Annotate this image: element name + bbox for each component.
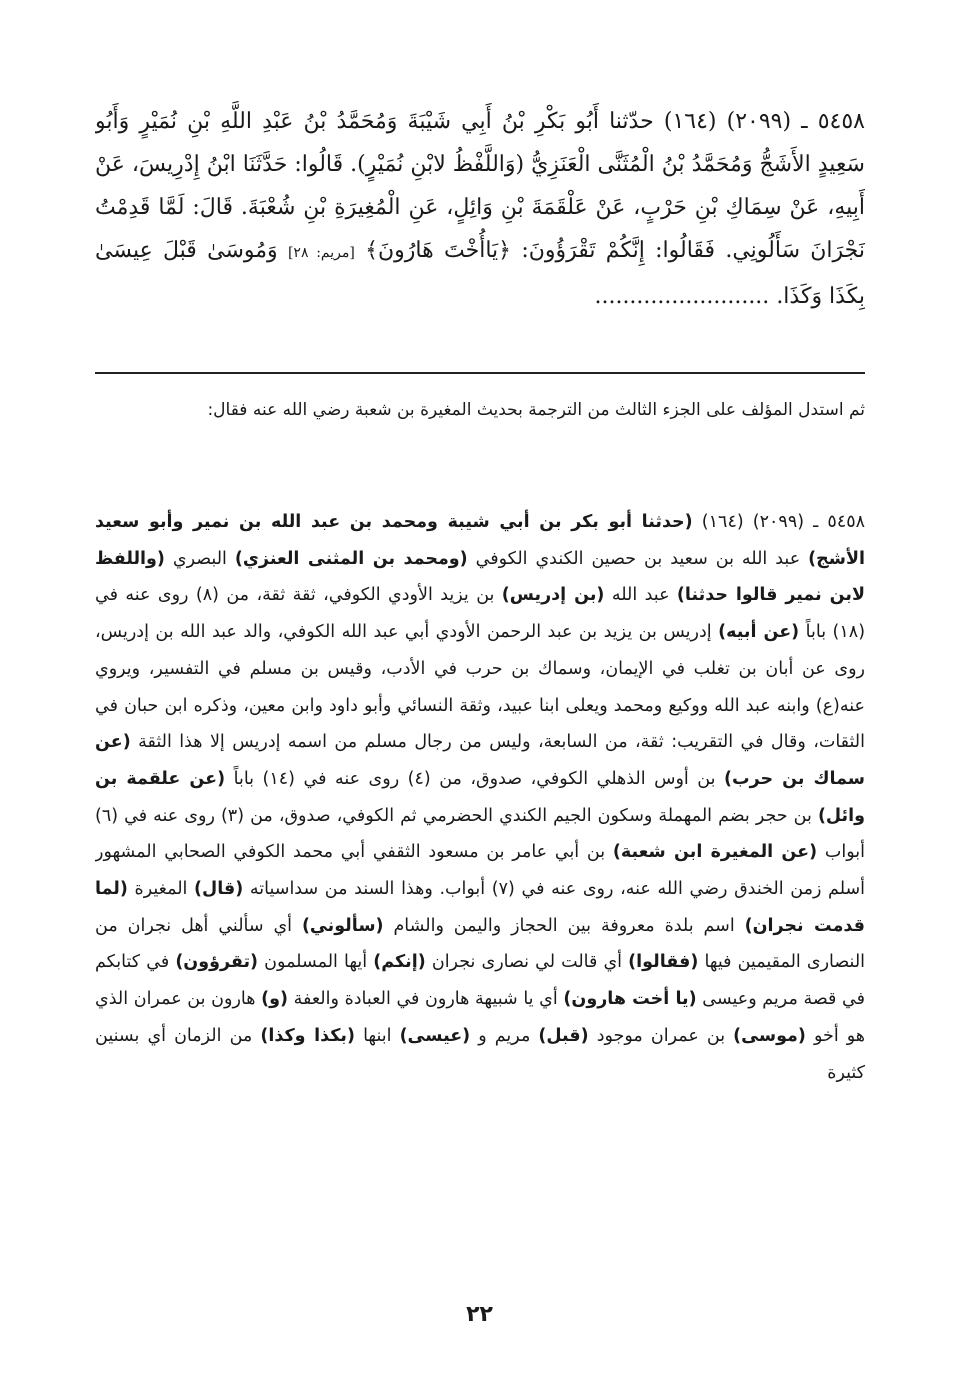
commentary-segment: أي سألني أهل نجران من النصارى المقيمين فيها xyxy=(95,915,865,973)
commentary-segment: مريم و xyxy=(470,1025,539,1046)
commentary-segment: إدريس بن يزيد بن عبد الرحمن الأودي أبي عبد الله الكوفي، والد عبد الله بن إدريس، روى عن أبان بن تغلب في الإيمان، وسماك بن حرب في الأدب، وقيس بن مسلم في التفسير، ويروي عنه(ع) وابنه عبد الله ووكيع ومحمد ويعلى ابنا عبيد، وثقة النسائي وأبو داود وابن معين، وذكره ابن حبان في الثقات، وقال في التقريب: ثقة، من السابعة، وليس من رجال مسلم من اسمه إدريس إلا هذا الثقة xyxy=(95,622,865,753)
commentary-bold-segment: (عن سماك بن حرب) xyxy=(95,732,865,789)
hadith-ending: وَمُوسَىٰ قَبْلَ عِيسَىٰ بِكَذَا وَكَذَا. xyxy=(95,238,865,309)
commentary-paragraph xyxy=(95,504,865,1384)
intro-paragraph: ثم استدل المؤلف على الجزء الثالث من الترجمة بحديث المغيرة بن شعبة رضي الله عنه فقال: xyxy=(207,400,865,420)
commentary-bold-segment: (عن علقمة بن وائل) xyxy=(95,768,865,826)
commentary-bold-segment: (واللفظ لابن نمير قالوا حدثنا) xyxy=(95,548,865,606)
commentary-segment: أي قالت لي نصارى نجران xyxy=(425,952,629,973)
commentary-segment: أيها المسلمون xyxy=(258,952,374,973)
commentary-segment: بن حجر بضم المهملة وسكون الجيم الكندي الحضرمي ثم الكوفي، صدوق، من (٣) روى عنه في (٦) أبواب xyxy=(95,805,865,863)
commentary-bold-segment: (قال) xyxy=(194,879,244,900)
commentary-bold-segment: (ومحمد بن المثنى العنزي) xyxy=(234,548,468,569)
page-body xyxy=(95,100,865,1083)
commentary-segment: البصري xyxy=(164,548,235,569)
hadith-number: ٥٤٥٨ ـ (٢٠٩٩) (١٦٤) xyxy=(663,109,865,134)
commentary-segment: بن يزيد الأودي الكوفي، ثقة ثقة، من (٨) روى عنه في (١٨) باباً xyxy=(95,585,865,643)
commentary-segment: بن عمران موجود xyxy=(588,1025,734,1046)
commentary-bold-segment: (عن أبيه) xyxy=(718,622,800,643)
commentary-segment: من الزمان أي بسنين كثيرة xyxy=(95,1025,865,1083)
page-number: ٢٢ xyxy=(466,1302,493,1327)
commentary-bold-segment: (موسى) xyxy=(733,1025,806,1046)
separator-line xyxy=(95,372,865,374)
commentary-bold-segment: (سألوني) xyxy=(301,915,384,936)
commentary-bold-segment: (يا أخت هارون) xyxy=(563,989,697,1010)
commentary-segment: ٥٤٥٨ ـ (٢٠٩٩) (١٦٤) xyxy=(692,512,865,532)
commentary-bold-segment: (عن المغيرة ابن شعبة) xyxy=(612,842,818,863)
commentary-bold-segment: (عيسى) xyxy=(399,1025,471,1046)
commentary-segment: أي يا شبيهة هارون في العبادة والعفة xyxy=(287,989,564,1010)
commentary-bold-segment: (و) xyxy=(261,989,288,1010)
quran-citation: [مريم: ٢٨] xyxy=(287,245,355,261)
commentary-segment: عبد الله بن سعيد بن حصين الكندي الكوفي xyxy=(467,548,809,569)
commentary-bold-segment: (قبل) xyxy=(538,1025,589,1046)
commentary-bold-segment: (بكذا وكذا) xyxy=(260,1025,355,1046)
commentary-bold-segment: (تقرؤون) xyxy=(175,952,259,973)
commentary-bold-segment: (إنكم) xyxy=(373,952,426,973)
commentary-bold-segment: (فقالوا) xyxy=(628,952,699,973)
commentary-segment: بن أوس الذهلي الكوفي، صدوق، من (٤) روى عنه في (١٤) باباً xyxy=(225,768,724,789)
commentary-segment: المغيرة xyxy=(127,879,195,900)
commentary-bold-segment: (لما قدمت نجران) xyxy=(95,879,865,936)
commentary-segment: هارون بن عمران الذي هو أخو xyxy=(95,989,865,1046)
commentary-bold-segment: (بن إدريس) xyxy=(501,585,605,606)
commentary-segment: بن أبي عامر بن مسعود الثقفي أبي محمد الكوفي الصحابي المشهور أسلم زمن الخندق رضي الله عنه، روى عنه في (٧) أبواب. وهذا السند من سداسياته xyxy=(95,842,865,900)
commentary-segment: اسم بلدة معروفة بين الحجاز واليمن والشام xyxy=(383,915,745,936)
commentary-segment: عبد الله xyxy=(604,585,677,606)
commentary-segment: ابنها xyxy=(354,1025,400,1046)
hadith-dots: ......................... xyxy=(594,284,770,309)
hadith-text xyxy=(95,100,865,368)
commentary-bold-segment: (حدثنا أبو بكر بن أبي شيبة ومحمد بن عبد الله بن نمير وأبو سعيد الأشج) xyxy=(95,512,865,569)
commentary-segment: في كتابكم في قصة مريم وعيسى xyxy=(95,952,865,1010)
hadith-body: حدّثنا أَبُو بَكْرِ بْنُ أَبِي شَيْبَةَ وَمُحَمَّدُ بْنُ عَبْدِ اللَّهِ بْنِ نُمَيْرٍ وَأَبُو سَعِيدٍ الأَشَجُّ وَمُحَمَّدُ بْنُ الْمُثَنَّى الْعَنَزِيُّ (وَاللَّفْظُ لابْنِ نُمَيْرٍ). قَالُوا: حَدَّثَنَا ابْنُ إِدْرِيسَ، عَنْ أَبِيهِ، عَنْ سِمَاكِ بْنِ حَرْبٍ، عَنْ عَلْقَمَةَ بْنِ وَائِلٍ، عَنِ الْمُغِيرَةِ بْنِ شُعْبَةَ. قَالَ: لَمَّا قَدِمْتُ نَجْرَانَ سَأَلُونِي. فَقَالُوا: إِنَّكُمْ تَقْرَؤُونَ: ﴿يَاأُخْتَ هَارُونَ﴾ xyxy=(95,109,865,263)
